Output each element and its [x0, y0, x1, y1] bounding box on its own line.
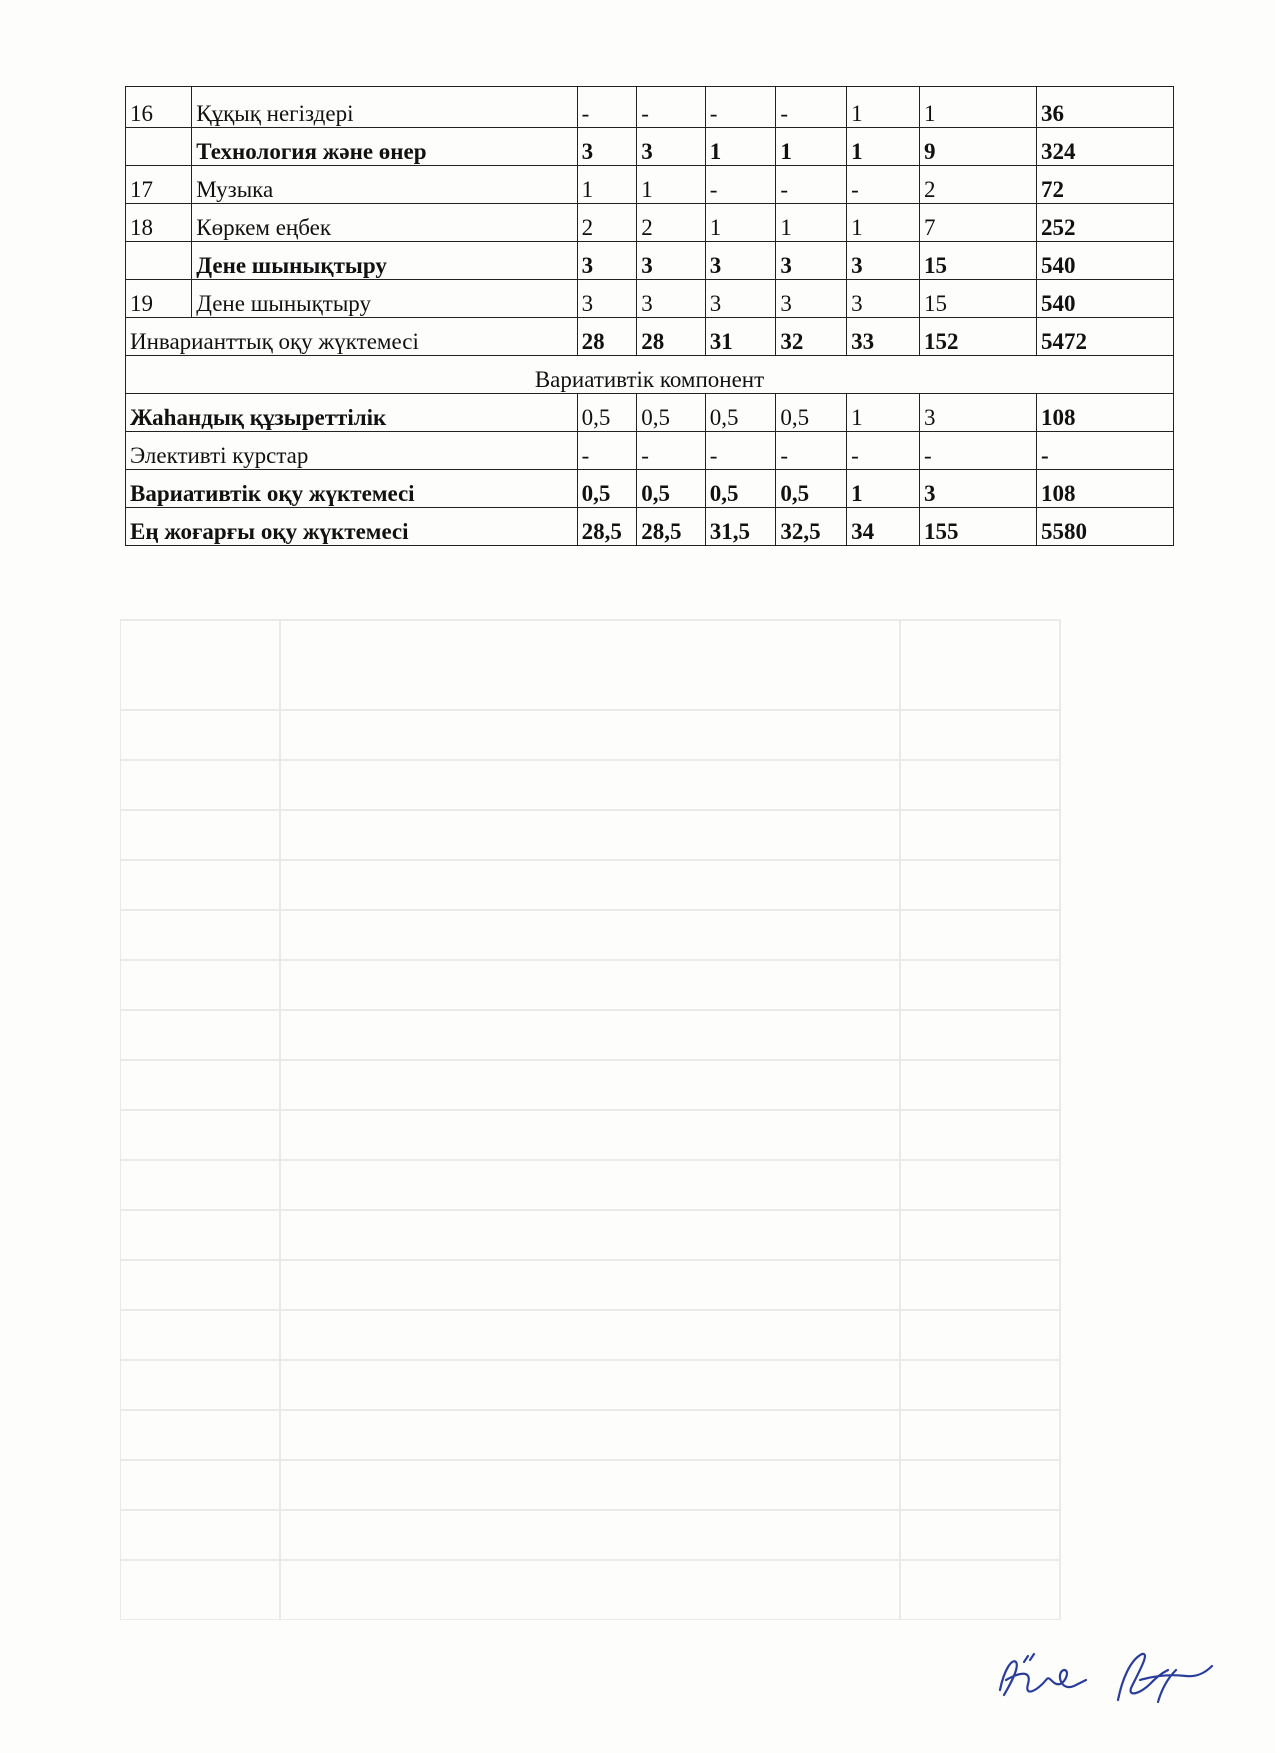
hours-cell: - — [637, 87, 705, 128]
hours-cell: 34 — [847, 508, 920, 546]
hours-cell: 3 — [776, 242, 847, 280]
subject-name: Жаһандық құзыреттілік — [126, 394, 578, 432]
hours-cell: 32 — [776, 318, 847, 356]
hours-cell: 31,5 — [705, 508, 776, 546]
hours-cell: 1 — [705, 128, 776, 166]
hours-cell: 3 — [637, 242, 705, 280]
hours-cell: - — [847, 166, 920, 204]
hours-cell: 3 — [705, 280, 776, 318]
hours-cell: 1 — [577, 166, 637, 204]
hours-cell: - — [637, 432, 705, 470]
hours-cell: 7 — [919, 204, 1036, 242]
hours-cell: 3 — [637, 280, 705, 318]
hours-cell: 31 — [705, 318, 776, 356]
hours-cell: 1 — [847, 394, 920, 432]
table-row — [126, 204, 1174, 242]
total-hours-cell: 108 — [1037, 394, 1174, 432]
total-hours-cell: 72 — [1037, 166, 1174, 204]
subject-name: Ең жоғарғы оқу жүктемесі — [126, 508, 578, 546]
curriculum-table — [125, 86, 1174, 546]
invariant-load-label: Инварианттық оқу жүктемесі — [126, 318, 578, 356]
hours-cell: 1 — [637, 166, 705, 204]
total-hours-cell: 36 — [1037, 87, 1174, 128]
hours-cell: 3 — [577, 280, 637, 318]
hours-cell: 28,5 — [577, 508, 637, 546]
table-row — [126, 280, 1174, 318]
total-hours-cell: 252 — [1037, 204, 1174, 242]
hours-cell: 0,5 — [577, 394, 637, 432]
hours-cell: 1 — [847, 204, 920, 242]
hours-cell: - — [776, 432, 847, 470]
subject-name: Вариативтік оқу жүктемесі — [126, 470, 578, 508]
hours-cell: 28 — [637, 318, 705, 356]
table-row — [126, 470, 1174, 508]
table-row — [126, 508, 1174, 546]
hours-cell: 155 — [919, 508, 1036, 546]
total-hours-cell: - — [1037, 432, 1174, 470]
subject-name: Дене шынықтыру — [192, 242, 577, 280]
table-row — [126, 394, 1174, 432]
hours-cell: 1 — [776, 204, 847, 242]
hours-cell: - — [705, 87, 776, 128]
hours-cell: 0,5 — [637, 394, 705, 432]
hours-cell: 1 — [847, 87, 920, 128]
hours-cell: 3 — [919, 394, 1036, 432]
hours-cell: - — [847, 432, 920, 470]
hours-cell: 3 — [705, 242, 776, 280]
total-hours-cell: 540 — [1037, 242, 1174, 280]
subject-name: Музыка — [192, 166, 577, 204]
hours-cell: 28 — [577, 318, 637, 356]
hours-cell: 15 — [919, 242, 1036, 280]
hours-cell: - — [705, 432, 776, 470]
total-hours-cell: 5580 — [1037, 508, 1174, 546]
hours-cell: 1 — [776, 128, 847, 166]
table-row — [126, 432, 1174, 470]
subject-name: Технология және өнер — [192, 128, 577, 166]
table-row — [126, 128, 1174, 166]
variative-header-row — [126, 356, 1174, 394]
variative-component-heading: Вариативтік компонент — [126, 356, 1174, 394]
hours-cell: 2 — [919, 166, 1036, 204]
table-body — [126, 87, 1174, 546]
hours-cell: - — [577, 432, 637, 470]
hours-cell: 3 — [637, 128, 705, 166]
total-hours-cell: 540 — [1037, 280, 1174, 318]
hours-cell: 28,5 — [637, 508, 705, 546]
handwritten-signatures — [990, 1640, 1230, 1720]
hours-cell: 2 — [637, 204, 705, 242]
hours-cell: 2 — [577, 204, 637, 242]
hours-cell: 1 — [847, 128, 920, 166]
subject-name: Көркем еңбек — [192, 204, 577, 242]
row-number: 16 — [126, 87, 192, 128]
hours-cell: 15 — [919, 280, 1036, 318]
hours-cell: 1 — [847, 470, 920, 508]
total-hours-cell: 324 — [1037, 128, 1174, 166]
table-row — [126, 166, 1174, 204]
row-number — [126, 242, 192, 280]
hours-cell: 0,5 — [776, 394, 847, 432]
hours-cell: 0,5 — [637, 470, 705, 508]
hours-cell: 0,5 — [705, 470, 776, 508]
invariant-load-row — [126, 318, 1174, 356]
table-row — [126, 242, 1174, 280]
hours-cell: - — [776, 87, 847, 128]
hours-cell: 3 — [776, 280, 847, 318]
subject-name: Дене шынықтыру — [192, 280, 577, 318]
hours-cell: 3 — [577, 128, 637, 166]
hours-cell: 33 — [847, 318, 920, 356]
hours-cell: 152 — [919, 318, 1036, 356]
hours-cell: 3 — [847, 280, 920, 318]
hours-cell: 32,5 — [776, 508, 847, 546]
total-hours-cell: 5472 — [1037, 318, 1174, 356]
hours-cell: 3 — [577, 242, 637, 280]
table-row — [126, 87, 1174, 128]
subject-name: Құқық негіздері — [192, 87, 577, 128]
hours-cell: 0,5 — [705, 394, 776, 432]
hours-cell: - — [776, 166, 847, 204]
hours-cell: 0,5 — [577, 470, 637, 508]
row-number: 18 — [126, 204, 192, 242]
total-hours-cell: 108 — [1037, 470, 1174, 508]
subject-name: Элективті курстар — [126, 432, 578, 470]
row-number — [126, 128, 192, 166]
hours-cell: - — [705, 166, 776, 204]
hours-cell: - — [919, 432, 1036, 470]
hours-cell: - — [577, 87, 637, 128]
row-number: 17 — [126, 166, 192, 204]
reverse-side-show-through — [120, 580, 1120, 1620]
hours-cell: 1 — [919, 87, 1036, 128]
hours-cell: 1 — [705, 204, 776, 242]
row-number: 19 — [126, 280, 192, 318]
hours-cell: 3 — [847, 242, 920, 280]
hours-cell: 9 — [919, 128, 1036, 166]
hours-cell: 0,5 — [776, 470, 847, 508]
hours-cell: 3 — [919, 470, 1036, 508]
